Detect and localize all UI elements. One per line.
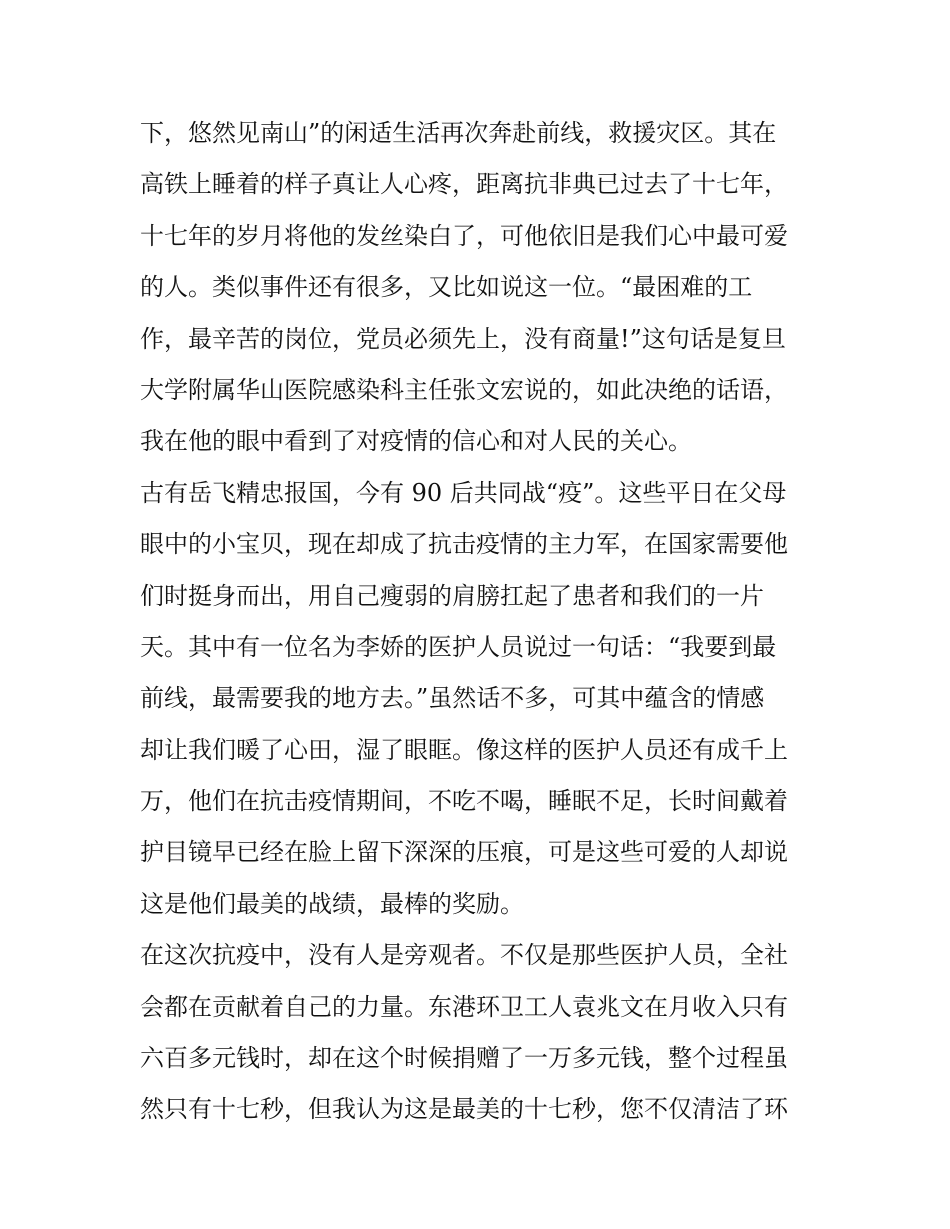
- text-line: 作，最辛苦的岗位，党员必须先上，没有商量!”这句话是复旦: [140, 324, 786, 353]
- text-line: 然只有十七秒，但我认为这是最美的十七秒，您不仅清洁了环: [140, 1095, 788, 1124]
- text-line: 六百多元钱时，却在这个时候捐赠了一万多元钱，整个过程虽: [140, 1044, 788, 1073]
- text-line: 却让我们暖了心田，湿了眼眶。像这样的医护人员还有成千上: [140, 735, 788, 764]
- text-line: 天。其中有一位名为李娇的医护人员说过一句话：“我要到最: [140, 632, 777, 661]
- text-line: 十七年的岁月将他的发丝染白了，可他依旧是我们心中最可爱: [140, 221, 788, 250]
- text-line: 们时挺身而出，用自己瘦弱的肩膀扛起了患者和我们的一片: [140, 581, 764, 610]
- text-line: 护目镜早已经在脸上留下深深的压痕，可是这些可爱的人却说: [140, 838, 788, 867]
- body-text: [140, 108, 820, 1136]
- text-line: 万，他们在抗击疫情期间，不吃不喝，睡眠不足，长时间戴着: [140, 787, 788, 816]
- text-line: 会都在贡献着自己的力量。东港环卫工人袁兆文在月收入只有: [140, 992, 788, 1021]
- text-line: 高铁上睡着的样子真让人心疼，距离抗非典已过去了十七年，: [140, 170, 788, 199]
- text-line: 眼中的小宝贝，现在却成了抗击疫情的主力军，在国家需要他: [140, 530, 788, 559]
- text-line: 这是他们最美的战绩，最棒的奖励。: [140, 889, 524, 918]
- text-line: 大学附属华山医院感染科主任张文宏说的，如此决绝的话语，: [140, 375, 788, 404]
- text-line: 前线，最需要我的地方去。”虽然话不多，可其中蕴含的情感: [140, 684, 765, 713]
- text-line: 我在他的眼中看到了对疫情的信心和对人民的关心。: [140, 427, 692, 456]
- text-line: 的人。类似事件还有很多，又比如说这一位。“最困难的工: [140, 273, 753, 302]
- text-line: 在这次抗疫中，没有人是旁观者。不仅是那些医护人员，全社: [140, 941, 788, 970]
- text-line: 下，悠然见南山”的闲适生活再次奔赴前线，救援灾区。其在: [140, 119, 777, 147]
- text-line: 古有岳飞精忠报国，今有 90 后共同战“疫”。这些平日在父母: [140, 478, 787, 507]
